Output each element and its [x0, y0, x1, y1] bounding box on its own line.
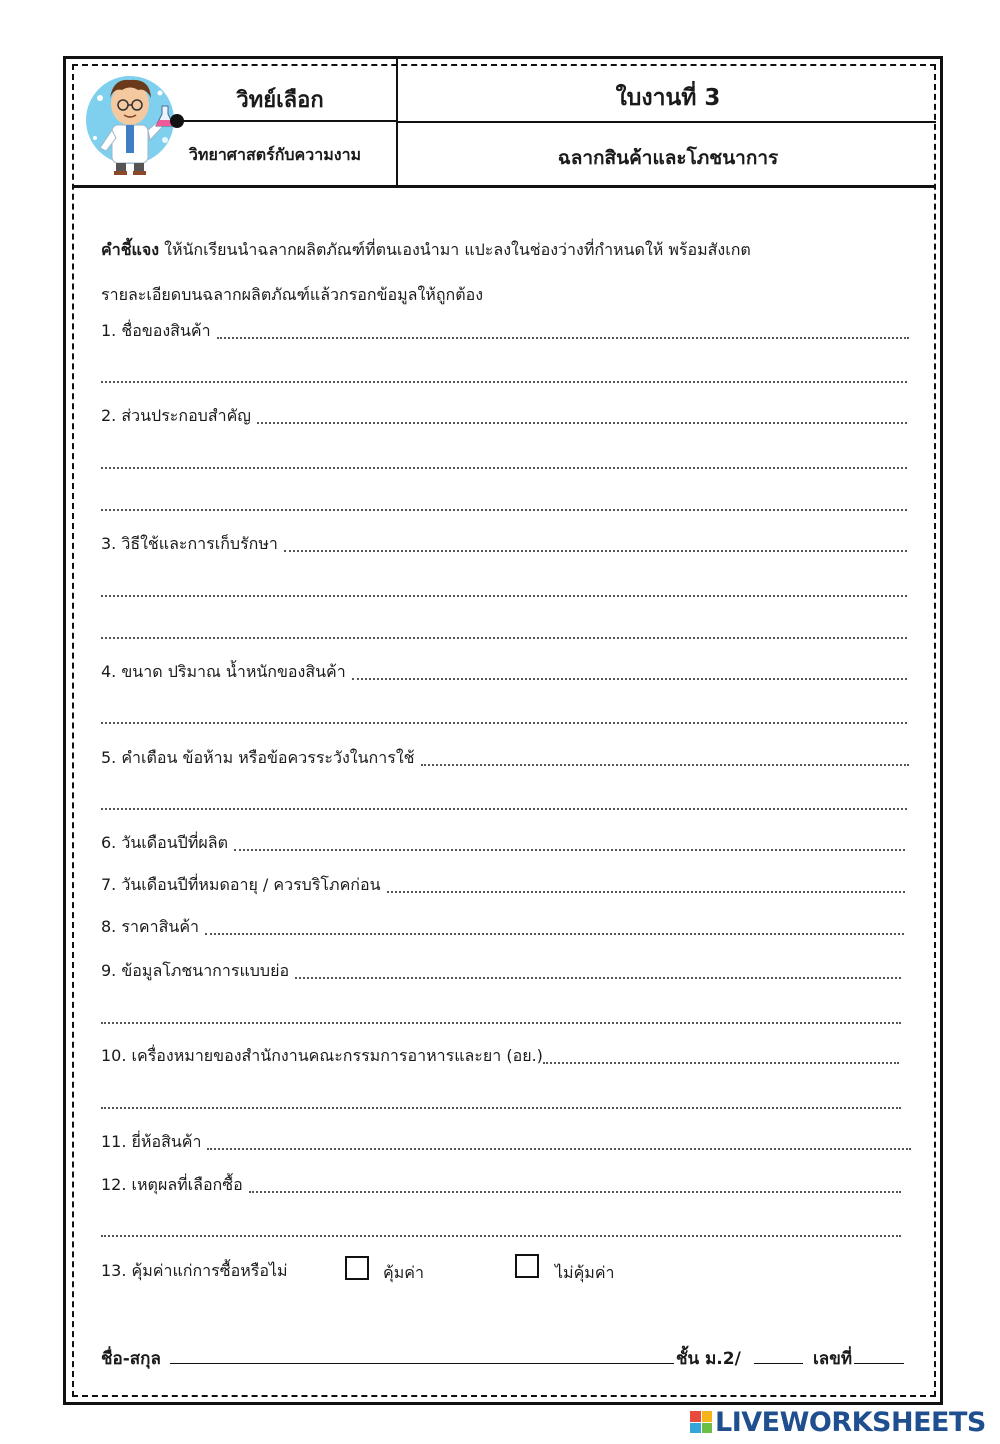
class-field[interactable]	[754, 1363, 803, 1364]
question-6-label: 6. วันเดือนปีที่ผลิต	[101, 833, 228, 852]
question-1-answer-line[interactable]	[217, 337, 909, 339]
question-4-answer-line-2[interactable]	[101, 722, 907, 724]
class-label: ชั้น ม.2/	[676, 1349, 741, 1369]
student-name-field[interactable]	[170, 1363, 674, 1364]
question-3-answer-line-2[interactable]	[101, 595, 907, 597]
student-name-label: ชื่อ-สกุล	[101, 1349, 161, 1369]
not-worth-it-checkbox[interactable]	[515, 1254, 539, 1278]
instructions-line-1	[101, 238, 751, 263]
question-3-row	[101, 535, 907, 557]
question-5-answer-line[interactable]	[421, 764, 910, 766]
question-10-label: 10. เครื่องหมายของสำนักงานคณะกรรมการอาหารและยา (อย.)	[101, 1046, 543, 1065]
instructions-line-2: รายละเอียดบนฉลากผลิตภัณฑ์แล้วกรอกข้อมูลให้ถูกต้อง	[101, 285, 484, 304]
student-number-field[interactable]	[854, 1363, 904, 1364]
question-3-answer-line[interactable]	[284, 550, 907, 552]
liveworksheets-watermark	[690, 1405, 986, 1439]
header-divider-middle	[396, 121, 936, 123]
question-1-answer-line-2[interactable]	[101, 381, 907, 383]
worth-it-label: คุ้มค่า	[383, 1263, 424, 1282]
question-3-label: 3. วิธีใช้และการเก็บรักษา	[101, 534, 278, 553]
liveworksheets-logo-icon	[690, 1411, 712, 1433]
question-10-answer-line-2[interactable]	[101, 1107, 901, 1109]
question-2-row	[101, 407, 907, 429]
question-5-label: 5. คำเตือน ข้อห้าม หรือข้อควรระวังในการใช้	[101, 748, 415, 767]
question-4-label: 4. ขนาด ปริมาณ น้ำหนักของสินค้า	[101, 662, 346, 681]
question-12-answer-line[interactable]	[249, 1191, 901, 1193]
question-12-answer-line-2[interactable]	[101, 1235, 901, 1237]
question-5-answer-line-2[interactable]	[101, 808, 907, 810]
question-1-row	[101, 322, 909, 344]
question-10-answer-line[interactable]	[543, 1062, 899, 1064]
question-7-answer-line[interactable]	[387, 891, 905, 893]
instructions-lead: คำชี้แจง	[101, 240, 160, 259]
question-13-label: 13. คุ้มค่าแก่การซื้อหรือไม่	[101, 1261, 288, 1280]
subject-title: วิทย์เลือก	[236, 88, 324, 113]
question-9-label: 9. ข้อมูลโภชนาการแบบย่อ	[101, 961, 290, 980]
question-6-answer-line[interactable]	[234, 849, 905, 851]
question-1-label: 1. ชื่อของสินค้า	[101, 321, 211, 340]
not-worth-it-label: ไม่คุ้มค่า	[555, 1263, 615, 1282]
question-4-answer-line[interactable]	[352, 678, 907, 680]
question-11-label: 11. ยี่ห้อสินค้า	[101, 1132, 202, 1151]
question-2-label: 2. ส่วนประกอบสำคัญ	[101, 406, 251, 425]
header-column-divider	[396, 58, 398, 186]
question-9-answer-line[interactable]	[295, 977, 901, 979]
header-bullet-line	[180, 120, 396, 122]
student-number-label: เลขที่	[813, 1349, 853, 1369]
course-name: วิทยาศาสตร์กับความงาม	[188, 145, 362, 164]
worksheet-number: ใบงานที่ 3	[615, 85, 721, 111]
question-2-answer-line-3[interactable]	[101, 509, 907, 511]
question-9-row	[101, 962, 901, 984]
question-11-answer-line[interactable]	[207, 1148, 911, 1150]
question-7-label: 7. วันเดือนปีที่หมดอายุ / ควรบริโภคก่อน	[101, 875, 381, 894]
question-2-answer-line[interactable]	[257, 422, 907, 424]
worksheet-topic: ฉลากสินค้าและโภชนาการ	[557, 147, 779, 169]
question-3-answer-line-3[interactable]	[101, 637, 907, 639]
question-6-row	[101, 834, 905, 856]
question-10-row	[101, 1047, 899, 1069]
question-12-row	[101, 1176, 901, 1198]
worth-it-checkbox[interactable]	[345, 1256, 369, 1280]
question-5-row	[101, 749, 909, 771]
liveworksheets-brand-text: LIVEWORKSHEETS	[715, 1406, 986, 1438]
question-4-row	[101, 663, 907, 685]
instructions-text-1: ให้นักเรียนนำฉลากผลิตภัณฑ์ที่ตนเองนำมา แปะลงในช่องว่างที่กำหนดให้ พร้อมสังเกต	[159, 240, 751, 259]
question-7-row	[101, 876, 905, 898]
question-8-label: 8. ราคาสินค้า	[101, 917, 200, 936]
question-8-row	[101, 918, 904, 940]
question-12-label: 12. เหตุผลที่เลือกซื้อ	[101, 1175, 243, 1194]
question-11-row	[101, 1133, 911, 1155]
header-divider-bottom	[72, 185, 936, 188]
question-8-answer-line[interactable]	[205, 933, 904, 935]
question-2-answer-line-2[interactable]	[101, 467, 907, 469]
question-9-answer-line-2[interactable]	[101, 1022, 901, 1024]
